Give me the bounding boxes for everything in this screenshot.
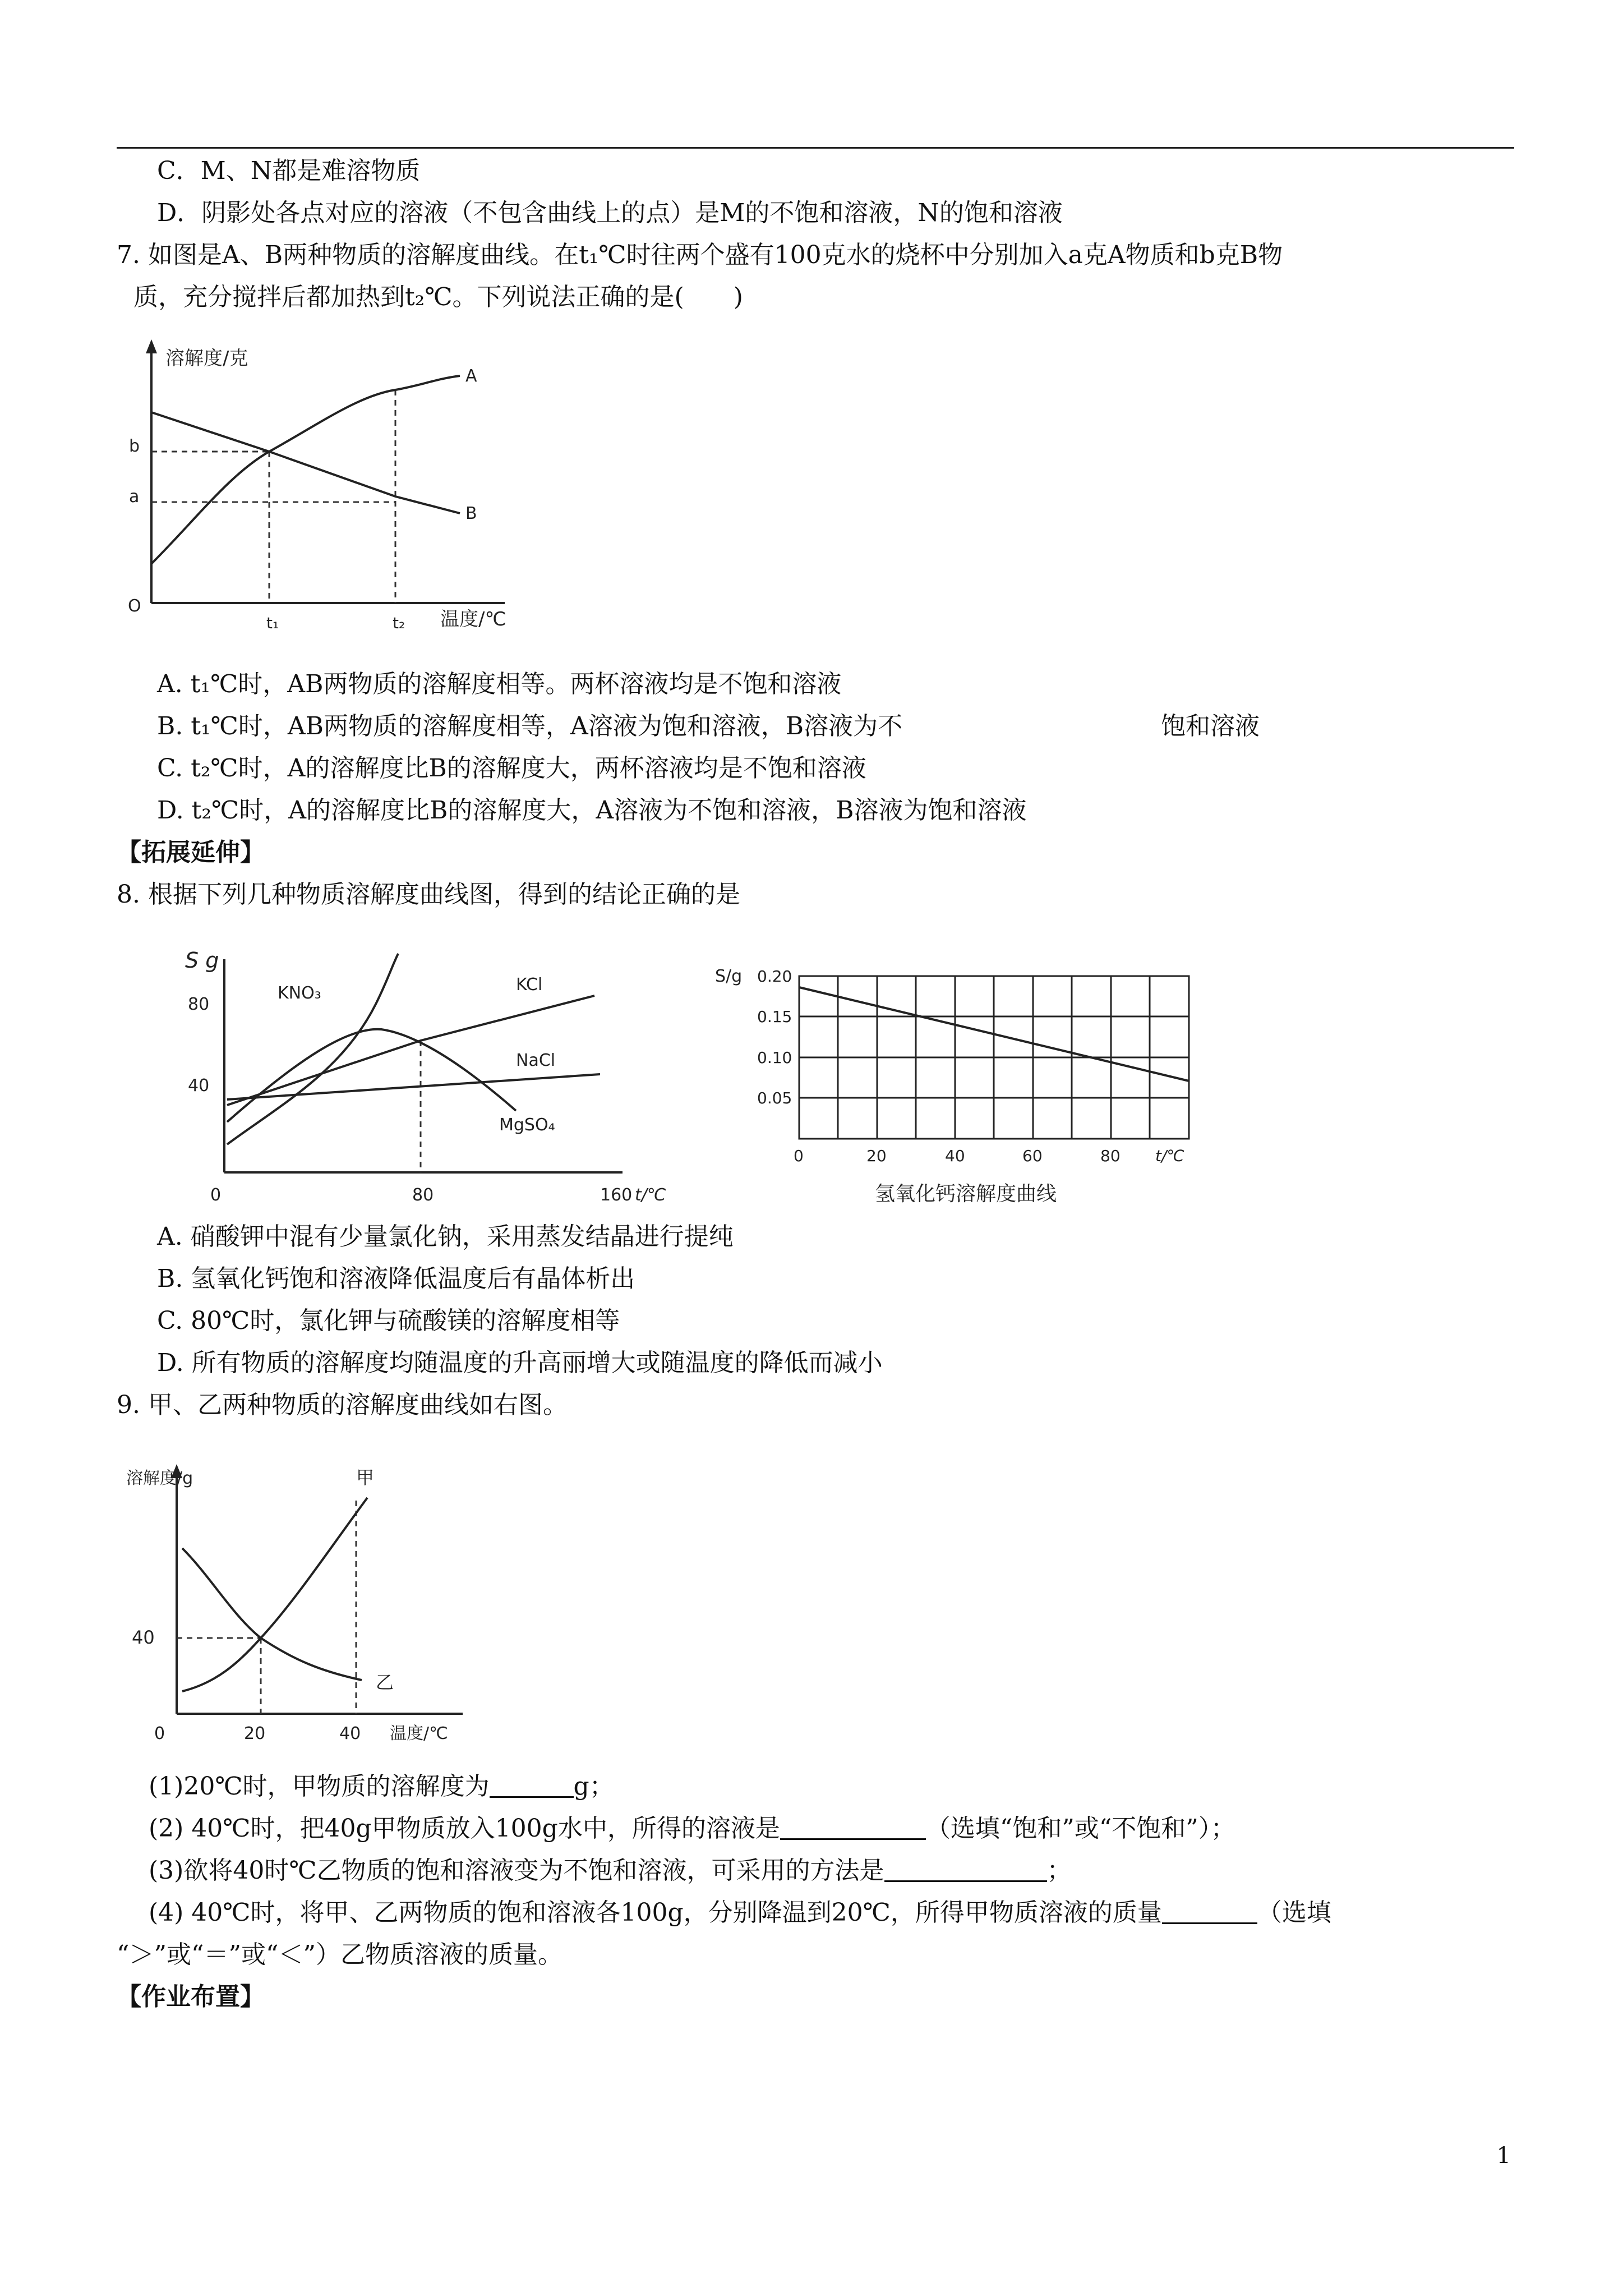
x-tick-0: 0 — [154, 1724, 165, 1743]
header-rule — [117, 147, 1514, 149]
x-tick-t1: t₁ — [266, 614, 279, 632]
y-tick-b: b — [129, 436, 140, 456]
question-7-line1: 7. 如图是A、B两种物质的溶解度曲线。在t₁℃时往两个盛有100克水的烧杯中分别加入a克A物质和b克B物 — [117, 241, 1283, 269]
q8-caoh2-chart — [707, 954, 1211, 1212]
q7-option-b: B. t₁℃时，AB两物质的溶解度相等，A溶液为饱和溶液，B溶液为不 — [157, 712, 903, 740]
x-tick-0: 0 — [210, 1185, 222, 1205]
origin-label: O — [128, 596, 141, 616]
curve-b-label: B — [465, 504, 477, 523]
y-axis-label: S g — [185, 948, 219, 973]
x-tick-20: 20 — [866, 1147, 887, 1165]
answer-blank-1[interactable] — [490, 1772, 574, 1798]
curve-yi — [182, 1548, 362, 1680]
q7-option-c: C. t₂℃时，A的溶解度比B的溶解度大，两杯溶液均是不饱和溶液 — [157, 754, 866, 783]
q8-option-c: C. 80℃时，氯化钾与硫酸镁的溶解度相等 — [157, 1306, 620, 1335]
x-tick-20: 20 — [244, 1724, 266, 1743]
answer-blank-2[interactable] — [780, 1814, 926, 1840]
label-jia: 甲 — [356, 1467, 375, 1488]
x-tick-80: 80 — [412, 1185, 434, 1205]
label-nacl: NaCl — [516, 1051, 556, 1070]
x-tick-80: 80 — [1100, 1147, 1121, 1165]
y-tick-a: a — [129, 487, 140, 507]
y-axis-label: 溶解度/克 — [165, 347, 248, 370]
x-tick-40: 40 — [945, 1147, 965, 1165]
x-tick-160: 160 — [600, 1185, 633, 1205]
q9-part3-text: (3)欲将40时℃乙物质的饱和溶液变为不饱和溶液，可采用的方法是 — [149, 1856, 884, 1885]
curve-b — [151, 412, 460, 513]
q9-part1-unit: g； — [573, 1772, 614, 1801]
y-tick-40: 40 — [188, 1076, 210, 1096]
q9-solubility-chart — [121, 1456, 491, 1753]
y-tick-0.15: 0.15 — [757, 1007, 792, 1026]
x-tick-60: 60 — [1022, 1147, 1043, 1165]
q9-part4-cont: “＞”或“＝”或“＜”）乙物质溶液的质量。 — [117, 1940, 562, 1969]
q9-part1-text: (1)20℃时，甲物质的溶解度为 — [149, 1772, 490, 1801]
label-kno3: KNO₃ — [278, 983, 321, 1003]
q8-option-d: D. 所有物质的溶解度均随温度的升高丽增大或随温度的降低而减小 — [157, 1349, 883, 1377]
label-yi: 乙 — [376, 1672, 394, 1693]
y-tick-80: 80 — [188, 995, 210, 1014]
x-tick-0: 0 — [794, 1147, 804, 1165]
chart-caption: 氢氧化钙溶解度曲线 — [875, 1182, 1057, 1205]
y-axis-arrow — [146, 339, 157, 353]
q9-part3 — [149, 1854, 1072, 1888]
section-homework: 【作业布置】 — [117, 1982, 265, 2011]
x-axis-label: 温度/℃ — [390, 1724, 448, 1743]
q9-part4-hint: （选填 — [1257, 1898, 1331, 1927]
q8-option-a: A. 硝酸钾中混有少量氯化钠，采用蒸发结晶进行提纯 — [157, 1222, 734, 1251]
x-axis-label: t/℃ — [1155, 1147, 1184, 1165]
q9-part1 — [149, 1770, 614, 1803]
curve-a-label: A — [465, 366, 477, 386]
section-extend: 【拓展延伸】 — [117, 838, 265, 867]
x-axis-label: t/℃ — [635, 1185, 666, 1205]
question-9: 9. 甲、乙两种物质的溶解度曲线如右图。 — [117, 1391, 568, 1419]
answer-blank-4[interactable] — [1162, 1898, 1257, 1924]
q9-part3-end: ； — [1046, 1856, 1072, 1885]
q8-solubility-chart — [157, 937, 666, 1223]
q7-option-d: D. t₂℃时，A的溶解度比B的溶解度大，A溶液为不饱和溶液，B溶液为饱和溶液 — [157, 796, 1027, 825]
page-number: 1 — [1496, 2143, 1511, 2169]
label-kcl: KCl — [516, 975, 543, 995]
q9-part4-text: (4) 40℃时，将甲、乙两物质的饱和溶液各100g，分别降温到20℃，所得甲物质溶液的质量 — [149, 1898, 1162, 1927]
option-c: C．M、N都是难溶物质 — [157, 157, 421, 185]
x-axis-label: 温度/℃ — [440, 608, 506, 631]
question-7-line2: 质，充分搅拌后都加热到t₂℃。下列说法正确的是( ) — [133, 283, 743, 311]
question-8: 8. 根据下列几种物质溶解度曲线图，得到的结论正确的是 — [117, 880, 740, 909]
curve-mgso4 — [227, 1029, 516, 1122]
x-tick-t2: t₂ — [393, 614, 405, 632]
curve-kno3 — [227, 954, 398, 1144]
y-tick-0.05: 0.05 — [757, 1089, 792, 1107]
answer-blank-3[interactable] — [884, 1856, 1047, 1882]
y-axis-label: S/g — [715, 967, 743, 986]
y-tick-40: 40 — [132, 1627, 155, 1648]
q9-part2-hint: （选填“饱和”或“不饱和”）； — [925, 1814, 1235, 1843]
q7-option-a: A. t₁℃时，AB两物质的溶解度相等。两杯溶液均是不饱和溶液 — [157, 670, 842, 698]
label-mgso4: MgSO₄ — [499, 1115, 555, 1135]
y-tick-0.20: 0.20 — [757, 967, 792, 986]
q8-option-b: B. 氢氧化钙饱和溶液降低温度后有晶体析出 — [157, 1264, 635, 1293]
q9-part4 — [149, 1896, 1331, 1930]
y-tick-0.10: 0.10 — [757, 1048, 792, 1067]
q9-part2-text: (2) 40℃时，把40g甲物质放入100g水中，所得的溶液是 — [149, 1814, 780, 1843]
q7-solubility-chart — [118, 334, 533, 648]
option-d: D．阴影处各点对应的溶液（不包含曲线上的点）是M的不饱和溶液，N的饱和溶液 — [157, 199, 1063, 227]
q9-part2 — [149, 1812, 1235, 1846]
curve-jia — [182, 1498, 367, 1691]
y-axis-label: 溶解度/g — [126, 1469, 193, 1488]
curve-a — [151, 376, 460, 564]
x-tick-40: 40 — [339, 1724, 361, 1743]
q7-option-b-tail: 饱和溶液 — [1161, 712, 1260, 740]
